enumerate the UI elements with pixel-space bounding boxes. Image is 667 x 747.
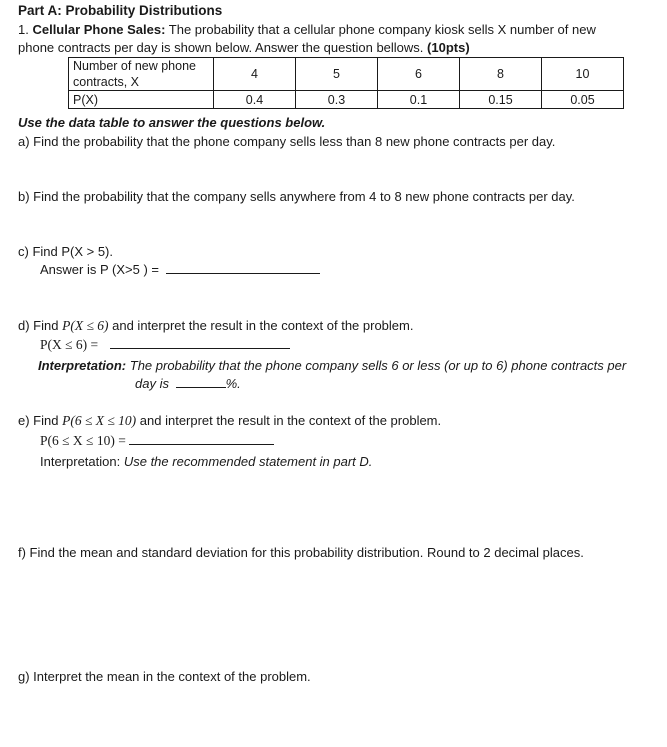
table-cell: 8 — [460, 58, 542, 91]
question-c: c) Find P(X > 5). — [18, 244, 113, 259]
question-c-answer — [40, 262, 320, 277]
question-d-prefix: d) Find — [18, 318, 59, 333]
percent-blank[interactable] — [176, 376, 226, 388]
table-row-p — [69, 91, 624, 109]
interpretation-label: Interpretation: — [38, 358, 127, 373]
table-cell: 6 — [378, 58, 460, 91]
problem-text-2: phone contracts per day is shown below. Answer the question bellows. — [18, 40, 424, 55]
percent-sign: %. — [225, 376, 241, 391]
table-row-x — [69, 58, 624, 91]
table-cell: 5 — [296, 58, 378, 91]
part-title: Part A: Probability Distributions — [18, 3, 223, 18]
table-header-p: P(X) — [69, 91, 214, 109]
problem-line-1 — [18, 22, 596, 37]
table-cell: 0.3 — [296, 91, 378, 109]
table-cell: 0.05 — [542, 91, 624, 109]
question-e-interpretation — [40, 454, 372, 469]
question-g: g) Interpret the mean in the context of the problem. — [18, 669, 311, 684]
question-a: a) Find the probability that the phone company sells less than 8 new phone contracts per day. — [18, 134, 556, 149]
problem-points: (10pts) — [427, 40, 470, 55]
question-b: b) Find the probability that the company sells anywhere from 4 to 8 new phone contracts per day. — [18, 189, 575, 204]
question-e-prefix: e) Find — [18, 413, 59, 428]
question-e-answer — [40, 433, 274, 449]
question-d-interpretation — [38, 358, 626, 373]
table-cell: 0.4 — [214, 91, 296, 109]
question-d-math: P(X ≤ 6) — [62, 318, 109, 333]
problem-number: 1. — [18, 22, 29, 37]
answer-label: P(X ≤ 6) = — [40, 337, 99, 352]
problem-line-2 — [18, 40, 470, 55]
interpretation-label: Interpretation: — [40, 454, 121, 469]
problem-text-1: The probability that a cellular phone company kiosk sells X number of new — [168, 22, 596, 37]
question-f: f) Find the mean and standard deviation for this probability distribution. Round to 2 decimal places. — [18, 545, 584, 560]
problem-title: Cellular Phone Sales: — [32, 22, 166, 37]
table-cell: 10 — [542, 58, 624, 91]
answer-blank[interactable] — [110, 337, 290, 349]
interpretation-day-is: day is — [135, 376, 169, 391]
table-cell: 0.1 — [378, 91, 460, 109]
interpretation-text: Use the recommended statement in part D. — [123, 454, 373, 469]
interpretation-text: The probability that the phone company sells 6 or less (or up to 6) phone contracts per — [129, 358, 627, 373]
question-d-answer — [40, 337, 290, 353]
answer-blank[interactable] — [166, 262, 320, 274]
answer-blank[interactable] — [129, 433, 274, 445]
question-d-interpretation-line-2 — [135, 376, 241, 391]
question-e — [18, 413, 441, 429]
question-d — [18, 318, 413, 334]
table-header-x: Number of new phone contracts, X — [69, 58, 214, 91]
table-cell: 0.15 — [460, 91, 542, 109]
probability-table — [68, 57, 624, 109]
question-e-math: P(6 ≤ X ≤ 10) — [62, 413, 137, 428]
question-e-suffix: and interpret the result in the context of the problem. — [139, 413, 442, 428]
table-cell: 4 — [214, 58, 296, 91]
instruction: Use the data table to answer the questions below. — [18, 115, 326, 130]
answer-label: P(6 ≤ X ≤ 10) = — [40, 433, 126, 448]
answer-label: Answer is P (X>5 ) = — [40, 262, 159, 277]
question-d-suffix: and interpret the result in the context of the problem. — [112, 318, 414, 333]
